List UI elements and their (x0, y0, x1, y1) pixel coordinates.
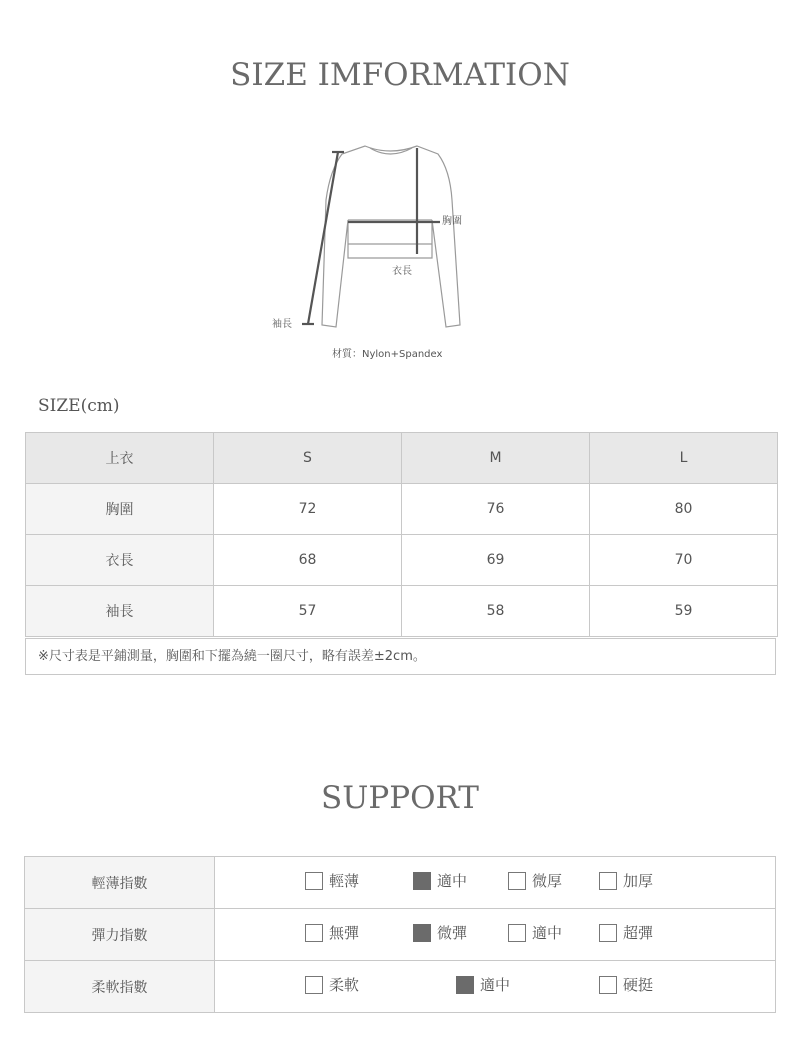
option[interactable] (413, 870, 467, 891)
option-label: 輕薄 (329, 872, 360, 890)
checkbox-icon[interactable] (599, 872, 617, 890)
option[interactable] (413, 922, 467, 943)
table-cell: 59 (590, 586, 778, 637)
support-row (25, 961, 776, 1013)
row-label: 胸圍 (26, 484, 214, 535)
checkbox-icon[interactable] (456, 976, 474, 994)
table-cell: 76 (402, 484, 590, 535)
header-cell: L (590, 433, 778, 484)
table-header-row (26, 433, 778, 484)
option-label: 硬挺 (623, 976, 654, 994)
row-label: 袖長 (26, 586, 214, 637)
table-cell: 58 (402, 586, 590, 637)
checkbox-icon[interactable] (305, 924, 323, 942)
option-label: 無彈 (329, 924, 360, 942)
support-options-cell (215, 961, 776, 1013)
length-label: 衣長 (392, 266, 412, 277)
table-cell: 69 (402, 535, 590, 586)
option-label: 加厚 (623, 872, 654, 890)
header-cell: M (402, 433, 590, 484)
support-row-label: 輕薄指數 (25, 857, 215, 909)
table-cell: 70 (590, 535, 778, 586)
option-label: 微彈 (437, 924, 468, 942)
option-label: 超彈 (623, 924, 654, 942)
option[interactable] (599, 870, 653, 891)
checkbox-icon[interactable] (599, 924, 617, 942)
table-row (26, 586, 778, 637)
option-label: 柔軟 (329, 976, 360, 994)
chest-label: 胸圍 (442, 216, 462, 227)
garment-diagram (260, 140, 500, 370)
option[interactable] (599, 922, 653, 943)
size-table (25, 432, 778, 637)
size-information-title: SIZE IMFORMATION (230, 57, 570, 93)
table-row (26, 484, 778, 535)
option[interactable] (599, 974, 653, 995)
checkbox-icon[interactable] (305, 976, 323, 994)
checkbox-icon[interactable] (413, 872, 431, 890)
table-cell: 68 (214, 535, 402, 586)
checkbox-icon[interactable] (508, 924, 526, 942)
support-table (24, 856, 776, 1013)
sleeve-label: 袖長 (272, 319, 292, 330)
option[interactable] (305, 974, 359, 995)
checkbox-icon[interactable] (508, 872, 526, 890)
checkbox-icon[interactable] (305, 872, 323, 890)
material-label: 材質：Nylon+Spandex (332, 349, 443, 360)
option[interactable] (508, 922, 562, 943)
option[interactable] (305, 922, 359, 943)
table-cell: 72 (214, 484, 402, 535)
option[interactable] (305, 870, 359, 891)
size-note: ※尺寸表是平鋪測量，胸圍和下擺為繞一圈尺寸，略有誤差±2cm。 (25, 638, 776, 675)
support-options-cell (215, 909, 776, 961)
support-row (25, 857, 776, 909)
header-cell: S (214, 433, 402, 484)
support-row-label: 彈力指數 (25, 909, 215, 961)
table-cell: 80 (590, 484, 778, 535)
option-label: 適中 (480, 976, 511, 994)
option-label: 微厚 (532, 872, 563, 890)
option[interactable] (508, 870, 562, 891)
checkbox-icon[interactable] (413, 924, 431, 942)
row-label: 衣長 (26, 535, 214, 586)
option-label: 適中 (532, 924, 563, 942)
size-unit-label: SIZE(cm) (38, 396, 120, 416)
support-row-label: 柔軟指數 (25, 961, 215, 1013)
support-title: SUPPORT (321, 780, 479, 816)
header-cell: 上衣 (26, 433, 214, 484)
checkbox-icon[interactable] (599, 976, 617, 994)
option[interactable] (456, 974, 510, 995)
support-row (25, 909, 776, 961)
table-cell: 57 (214, 586, 402, 637)
option-label: 適中 (437, 872, 468, 890)
support-options-cell (215, 857, 776, 909)
table-row (26, 535, 778, 586)
